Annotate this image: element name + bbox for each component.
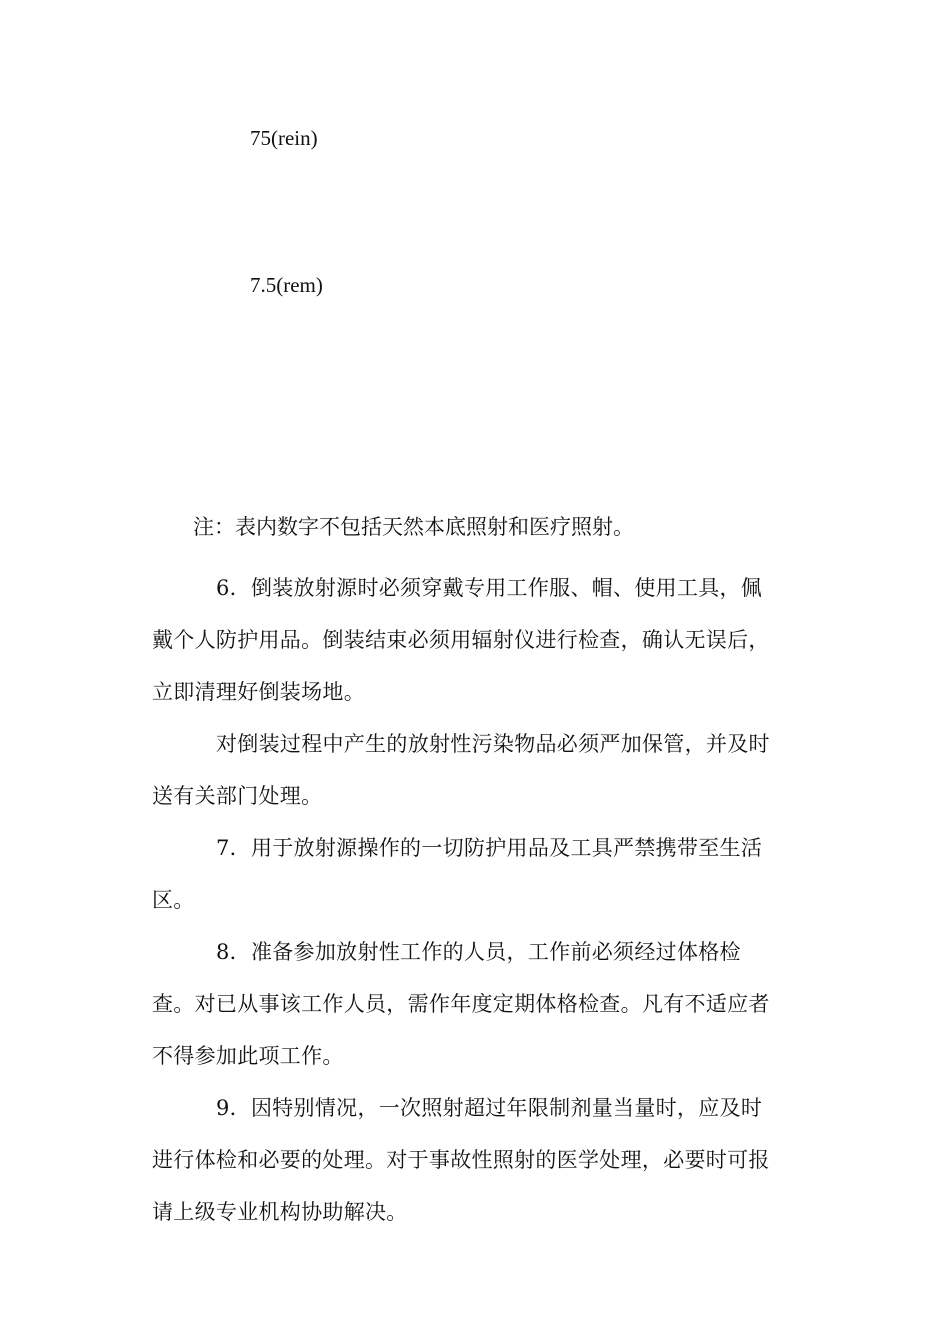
paragraph-disposal xyxy=(152,718,802,822)
paragraph-line: 送有关部门处理。 xyxy=(152,784,323,808)
paragraph-line: 6．倒装放射源时必须穿戴专用工作服、帽、使用工具，佩 xyxy=(216,576,763,600)
paragraph-line: 8．准备参加放射性工作的人员，工作前必须经过体格检 xyxy=(216,940,741,964)
document-body xyxy=(152,562,802,1238)
paragraph-item-6 xyxy=(152,562,802,718)
paragraph-line: 戴个人防护用品。倒装结束必须用辐射仪进行检查，确认无误后， xyxy=(152,628,770,652)
paragraph-line: 9．因特别情况，一次照射超过年限制剂量当量时，应及时 xyxy=(216,1096,763,1120)
paragraph-line: 进行体检和必要的处理。对于事故性照射的医学处理，必要时可报 xyxy=(152,1148,770,1172)
dose-value-2: 7.5(rem) xyxy=(250,273,323,297)
paragraph-item-8 xyxy=(152,926,802,1082)
table-note: 注：表内数字不包括天然本底照射和医疗照射。 xyxy=(193,515,634,539)
paragraph-item-7 xyxy=(152,822,802,926)
dose-value-1: 75(rein) xyxy=(250,126,318,150)
paragraph-line: 立即清理好倒装场地。 xyxy=(152,680,365,704)
paragraph-line: 对倒装过程中产生的放射性污染物品必须严加保管，并及时 xyxy=(216,732,770,756)
paragraph-line: 查。对已从事该工作人员，需作年度定期体格检查。凡有不适应者 xyxy=(152,992,770,1016)
paragraph-line: 区。 xyxy=(152,888,195,912)
paragraph-line: 7．用于放射源操作的一切防护用品及工具严禁携带至生活 xyxy=(216,836,763,860)
paragraph-item-9 xyxy=(152,1082,802,1238)
paragraph-line: 请上级专业机构协助解决。 xyxy=(152,1200,408,1224)
paragraph-line: 不得参加此项工作。 xyxy=(152,1044,344,1068)
